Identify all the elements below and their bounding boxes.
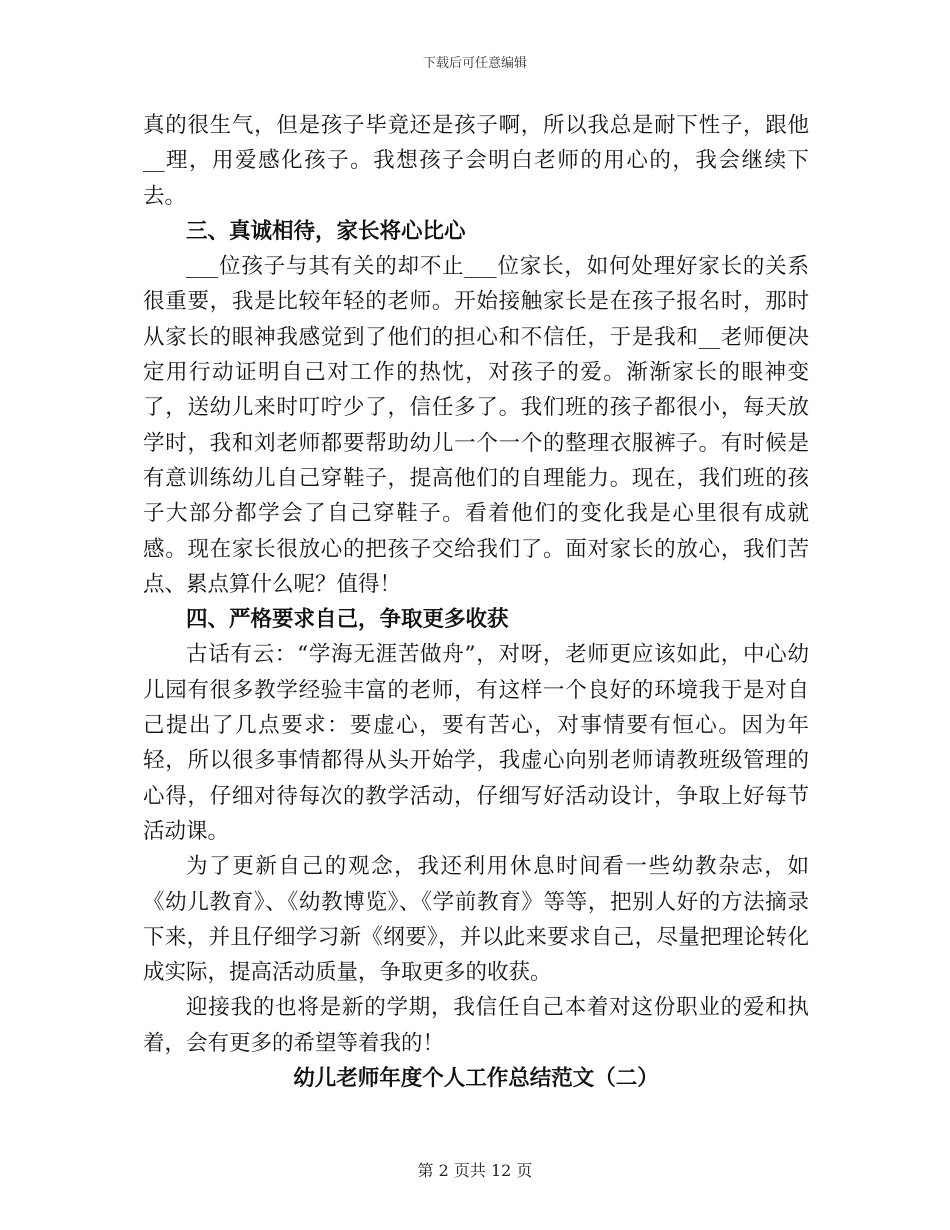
next-article-title: 幼儿老师年度个人工作总结范文（二） <box>293 1066 659 1092</box>
paragraph-parents: ___位孩子与其有关的却不止___位家长，如何处理好家长的关系很重要，我是比较年轻的老师。开始接触家长是在孩子报名时，那时从家长的眼神我感觉到了他们的担心和不信任，于是我和__老师便决定用行动证明自己对工作的热忱，对孩子的爱。渐渐家长的眼神变了，送幼儿来时叮咛少了，信任多了。我们班的孩子都很小，每天放学时，我和刘老师都要帮助幼儿一个一个的整理衣服裤子。有时候是有意训练幼儿自己穿鞋子，提高他们的自理能力。现在，我们班的孩子大部分都学会了自己穿鞋子。看着他们的变化我是心里很有成就感。现在家长很放心的把孩子交给我们了。面对家长的放心，我们苦点、累点算什么呢？值得！ <box>143 254 809 597</box>
section-heading-4: 四、严格要求自己，争取更多收获 <box>186 607 509 633</box>
page-header: 下载后可任意编辑 <box>422 56 527 71</box>
section-heading-3: 三、真诚相待，家长将心比心 <box>186 218 466 244</box>
paragraph-continuation: 真的很生气，但是孩子毕竟还是孩子啊，所以我总是耐下性子，跟他__理，用爱感化孩子。我想孩子会明白老师的用心的，我会继续下去。 <box>143 113 809 209</box>
page-footer: 第 2 页共 12 页 <box>417 1161 533 1180</box>
paragraph-closing: 迎接我的也将是新的学期，我信任自己本着对这份职业的爱和执着，会有更多的希望等着我的！ <box>143 995 809 1056</box>
paragraph-requirements: 古话有云：“学海无涯苦做舟”，对呀，老师更应该如此，中心幼儿园有很多教学经验丰富的老师，有这样一个良好的环境我于是对自己提出了几点要求：要虚心，要有苦心，对事情要有恒心。因为年轻，所以很多事情都得从头开始学，我虚心向别老师请教班级管理的心得，仔细对待每次的教学活动，仔细写好活动设计，争取上好每节活动课。 <box>143 642 809 844</box>
paragraph-study: 为了更新自己的观念，我还利用休息时间看一些幼教杂志，如《幼儿教育》、《幼教博览》、《学前教育》等等，把别人好的方法摘录下来，并且仔细学习新《纲要》，并以此来要求自己，尽量把理论转化成实际，提高活动质量，争取更多的收获。 <box>143 854 809 986</box>
document-body <box>143 108 809 1096</box>
